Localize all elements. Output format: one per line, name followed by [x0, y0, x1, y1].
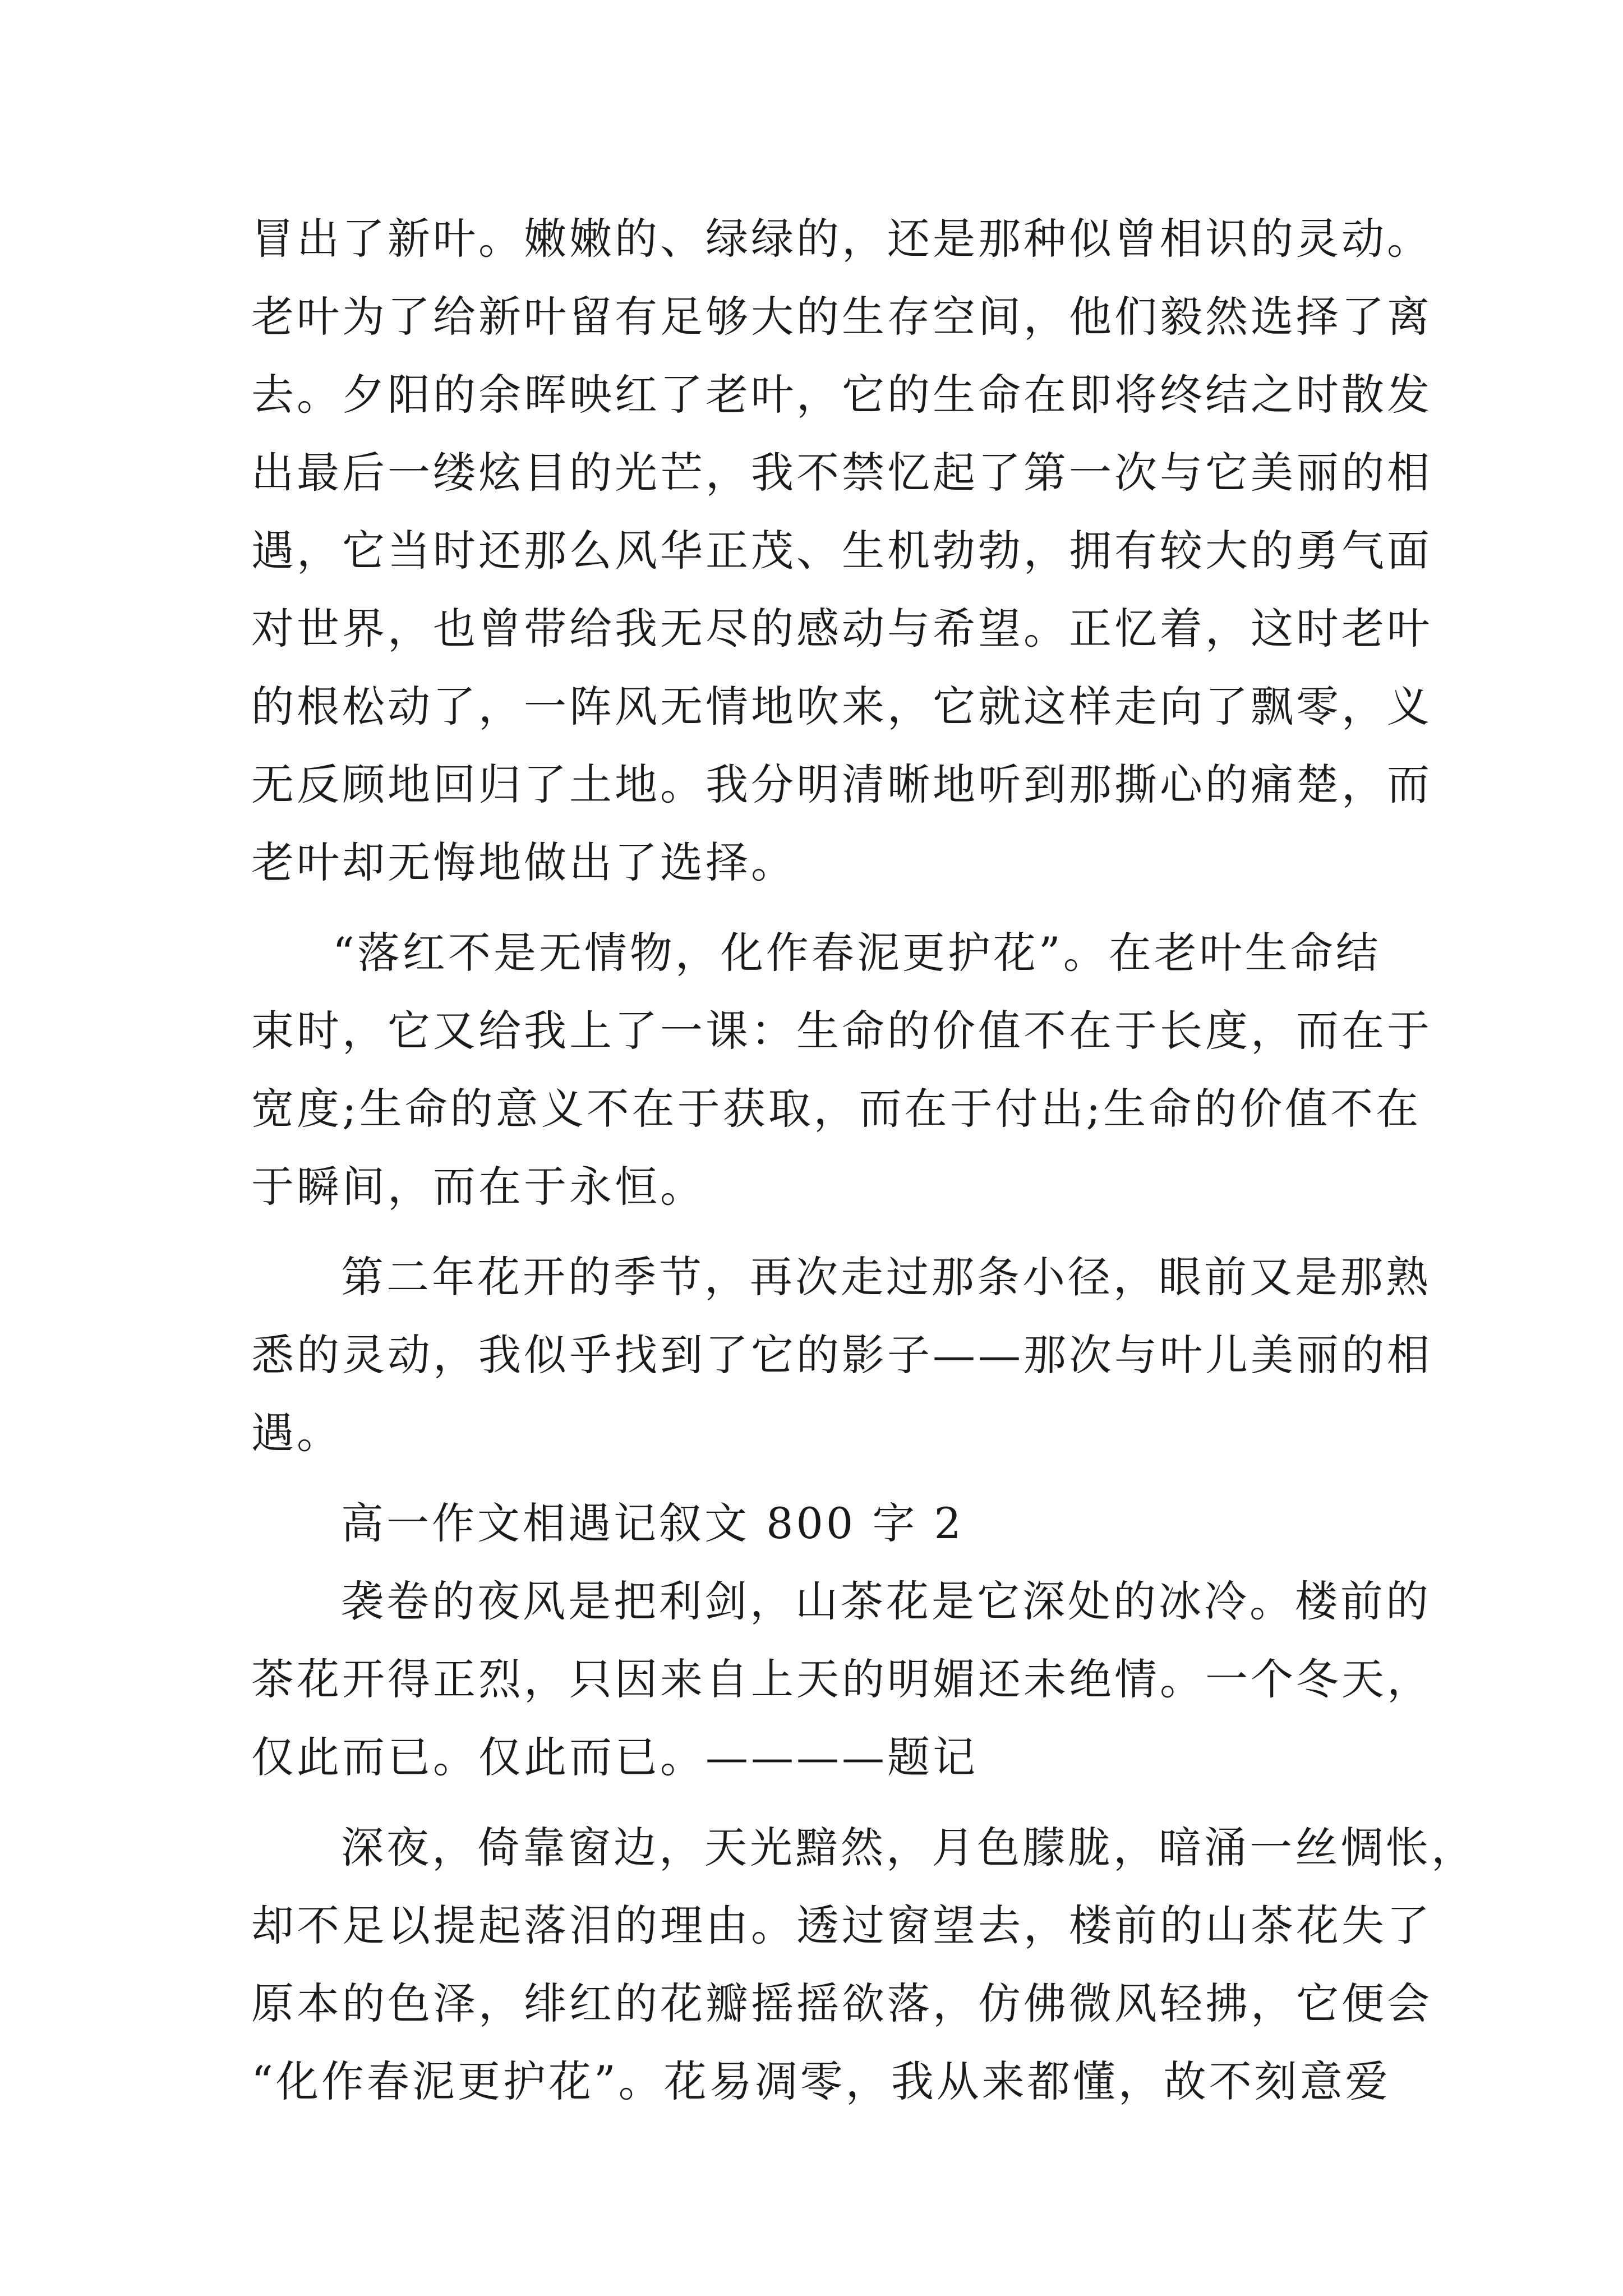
- text-line: 出最后一缕炫目的光芒，我不禁忆起了第一次与它美丽的相: [251, 448, 1432, 498]
- paragraph-night: [251, 1809, 1477, 2120]
- text-line: 冒出了新叶。嫩嫩的、绿绿的，还是那种似曾相识的灵动。: [251, 214, 1432, 264]
- text-line: 袭卷的夜风是把利剑，山茶花是它深处的冰冷。楼前的: [341, 1576, 1431, 1626]
- essay-title: 高一作文相遇记叙文 800 字 2: [341, 1498, 964, 1548]
- text-line: 原本的色泽，绯红的花瓣摇摇欲落，仿佛微风轻拂，它便会: [251, 1978, 1432, 2028]
- text-line: “落红不是无情物，化作春泥更护花”。在老叶生命结: [333, 928, 1381, 978]
- paragraph-second-year: [251, 1238, 1432, 1472]
- text-line: 的根松动了，一阵风无情地吹来，它就这样走向了飘零，义: [251, 682, 1432, 731]
- text-line: 仅此而已。仅此而已。————题记: [251, 1732, 978, 1782]
- text-line: 悉的灵动，我似乎找到了它的影子——那次与叶儿美丽的相: [251, 1330, 1432, 1380]
- text-line: 遇，它当时还那么风华正茂、生机勃勃，拥有较大的勇气面: [251, 526, 1432, 576]
- text-line: 束时，它又给我上了一课：生命的价值不在于长度，而在于: [251, 1006, 1432, 1056]
- text-line: 遇。: [251, 1408, 342, 1458]
- text-line: 深夜，倚靠窗边，天光黯然，月色朦胧，暗涌一丝惆怅，: [341, 1823, 1477, 1872]
- text-line: 却不足以提起落泪的理由。透过窗望去，楼前的山茶花失了: [251, 1901, 1432, 1950]
- paragraph-old-leaf: [251, 200, 1432, 901]
- text-line: 宽度;生命的意义不在于获取，而在于付出;生命的价值不在: [251, 1084, 1422, 1134]
- text-line: 无反顾地回归了土地。我分明清晰地听到那撕心的痛楚，而: [251, 760, 1432, 809]
- text-line: 对世界，也曾带给我无尽的感动与希望。正忆着，这时老叶: [251, 604, 1432, 654]
- text-line: 第二年花开的季节，再次走过那条小径，眼前又是那熟: [341, 1252, 1431, 1302]
- text-line: 老叶为了给新叶留有足够大的生存空间，他们毅然选择了离: [251, 292, 1432, 342]
- paragraph-epigraph: [251, 1562, 1432, 1796]
- paragraph-quote: [251, 914, 1432, 1226]
- text-line: 于瞬间，而在于永恒。: [251, 1162, 706, 1212]
- text-line: 去。夕阳的余晖映红了老叶，它的生命在即将终结之时散发: [251, 370, 1432, 420]
- text-line: 老叶却无悔地做出了选择。: [251, 838, 796, 887]
- document-body: [251, 200, 1477, 2120]
- text-line: 茶花开得正烈，只因来自上天的明媚还未绝情。一个冬天，: [251, 1654, 1432, 1704]
- text-line: “化作春泥更护花”。花易凋零，我从来都懂，故不刻意爱: [251, 2056, 1391, 2106]
- essay-heading: [251, 1484, 1373, 1562]
